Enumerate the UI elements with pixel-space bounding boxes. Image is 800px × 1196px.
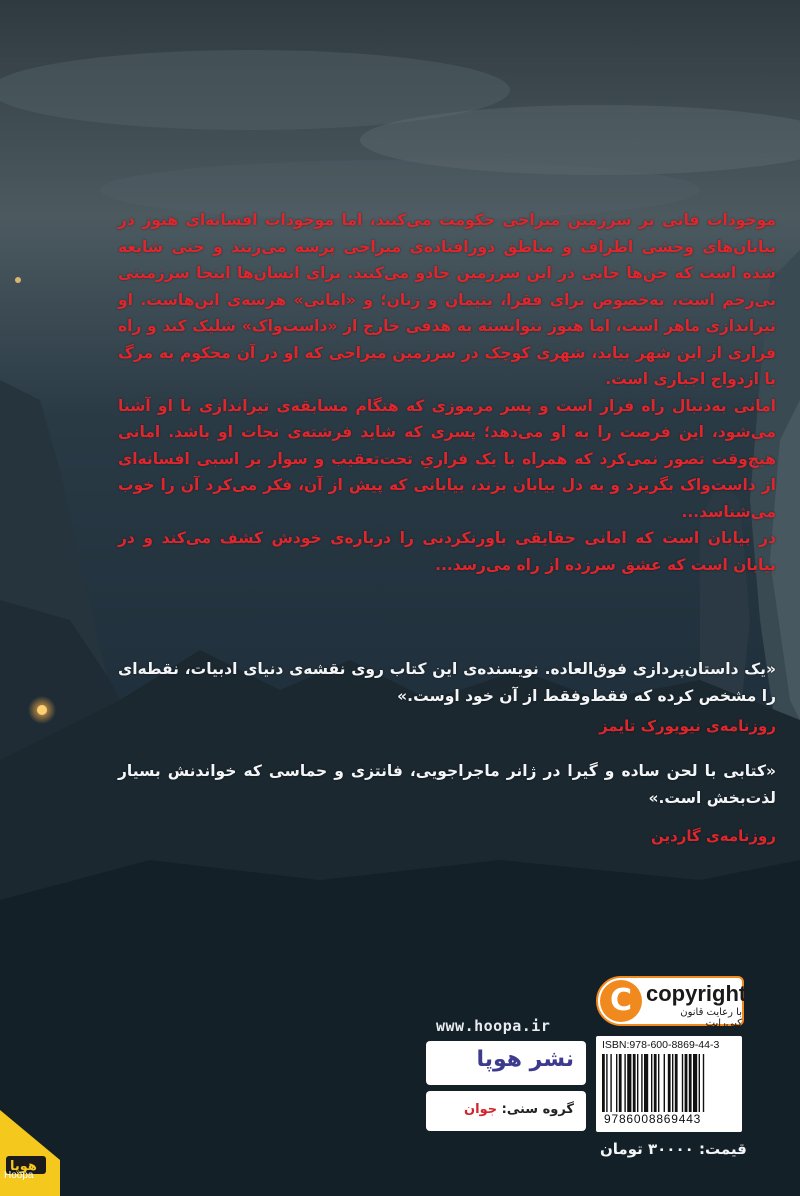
age-group-label [464,1102,574,1117]
review-quote-source: روزنامه‌ی نیویورک تایمز [599,717,776,735]
synopsis-paragraph: امانی به‌دنبال راه فرار است و پسر مرموزی که هنگام مسابقه‌ی تیراندازی با او آشنا می‌شود، این فرصت را به او می‌دهد؛ پسری که شاید فرشته‌ی نجات او باشد. امانی هیچ‌وقت تصور نمی‌کرد که همراه با یک فراریِ تحت‌تعقیب و سوار بر اسبی افسانه‌ای از داست‌واک بگریزد و به دل بیابان بزند، بیابانی که پیش از آن، فکر می‌کرد آن را خوب می‌شناسد... [118,396,776,521]
age-group-box [426,1091,586,1131]
publisher-label-box [426,1041,586,1085]
barcode-bar [616,1054,617,1112]
barcode-bar [644,1054,648,1112]
barcode-bar [619,1054,622,1112]
review-quote-text: «یک داستان‌پردازی فوق‌العاده. نویسنده‌ی این کتاب روی نقشه‌ی دنیای ادبیات، نقطه‌ای را مشخص کرده که فقط‌وفقط از آن خود اوست.» [118,660,776,705]
publisher-name: نشر هوپا [476,1047,574,1072]
barcode-bar [641,1054,642,1112]
barcode-bar [672,1054,673,1112]
barcode-bar [689,1054,692,1112]
copyright-word: copyright [646,981,747,1006]
barcode-bar [624,1054,625,1112]
synopsis-text [118,207,776,578]
barcode-bar [703,1054,704,1112]
hoopa-logo-icon [0,1100,60,1196]
barcode-bar [664,1054,665,1112]
barcode-bar [633,1054,636,1112]
review-quote [118,656,776,740]
synopsis-paragraph: موجودات فانی بر سرزمین میراجی حکومت می‌کنند، اما موجودات افسانه‌ای هنوز در بیابان‌های وحشی اطراف و مناطق دورافتاده‌ی میراجی پرسه می‌زنند و حتی شایعه شده است که جن‌ها جایی در این سرزمین جادو می‌کنند. برای انسان‌ها اینجا سرزمینی بی‌رحم است، به‌خصوص برای فقرا، یتیمان و زنان؛ و «امانی» هرسه‌ی این‌هاست. او تیراندازی ماهر است، اما هنوز نتوانسته به هدفی خارج از «داست‌واک» شلیک کند و راه فراری از این شهر بیابد، شهری کوچک در سرزمین میراجی که او در آن محکوم به مرگ یا ازدواج اجباری است. [118,211,776,388]
barcode-bar [693,1054,697,1112]
barcode-bar [602,1054,605,1112]
barcode-icon [602,1054,736,1112]
age-group-value: جوان [464,1102,498,1117]
logo-mark: هوپا [10,1159,37,1174]
barcode-bar [685,1054,688,1112]
barcode-bar [654,1054,657,1112]
age-group-caption: گروه سنی: [497,1102,574,1117]
logo-latin: Hoopa [4,1170,34,1181]
barcode-bar [668,1054,671,1112]
barcode-box [596,1036,742,1132]
barcode-digits: 9786008869443 [604,1112,702,1126]
review-quote [118,758,776,850]
review-quote-source: روزنامه‌ی گاردین [650,827,776,845]
barcode-bar [682,1054,683,1112]
barcode-bar [658,1054,659,1112]
barcode-bar [637,1054,638,1112]
barcode-bar [651,1054,652,1112]
copyright-subtitle: با رعایت قانون کپی‌رایت [680,1007,742,1029]
barcode-bar [675,1054,678,1112]
barcode-bar [610,1054,611,1112]
synopsis-paragraph: در بیابان است که امانی حقایقی باورنکردنی را درباره‌ی خودش کشف می‌کند و در بیابان است که عشق سرزده از راه می‌رسد... [118,529,776,574]
barcode-bar [699,1054,700,1112]
barcode-bar [627,1054,631,1112]
barcode-bar [606,1054,607,1112]
review-quote-text: «کتابی با لحن ساده و گیرا در ژانر ماجراجویی، فانتزی و حماسی که خواندنش بسیار لذت‌بخش است.» [118,762,776,807]
copyright-icon: C [600,980,642,1022]
copyright-badge [596,976,747,1029]
price-label: قیمت: ۳۰۰۰۰ تومان [600,1140,747,1158]
publisher-website[interactable]: www.hoopa.ir [436,1017,551,1035]
isbn-number: ISBN:978-600-8869-44-3 [602,1039,720,1051]
